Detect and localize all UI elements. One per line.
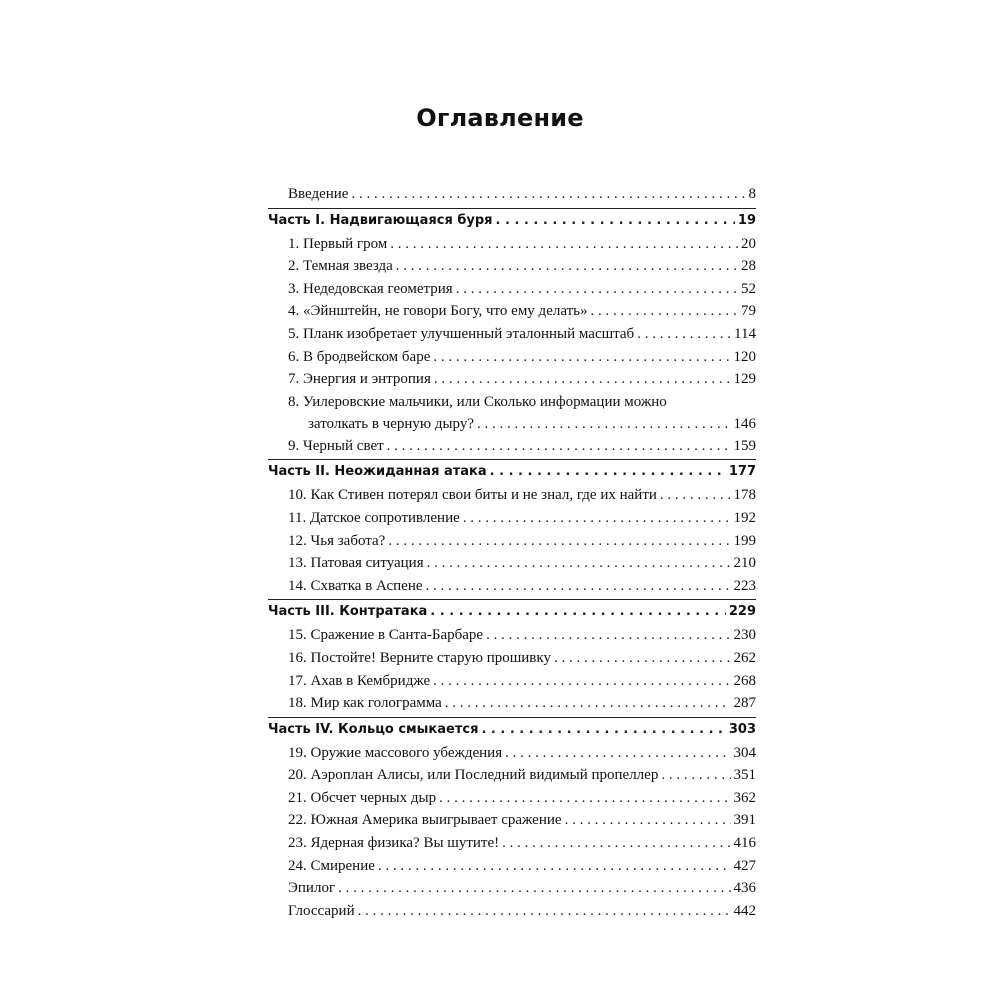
entry-title: Введение (288, 186, 349, 202)
entry-title: 21. Обсчет черных дыр (288, 789, 437, 806)
toc-entry (268, 300, 756, 323)
page-number: 229 (728, 604, 756, 620)
toc-entry (268, 877, 756, 900)
page-number: 391 (733, 812, 756, 829)
page-title: Оглавление (416, 104, 584, 132)
part-title: Часть IV. Кольцо смыкается (268, 721, 479, 737)
entry-title: 12. Чья забота? (288, 532, 386, 549)
entry-title: 15. Сражение в Санта-Барбаре (288, 627, 484, 644)
entry-title-continued: затолкать в черную дыру? (308, 415, 475, 432)
page-number: 192 (733, 509, 756, 526)
page-number: 351 (733, 767, 756, 784)
entry-title: 4. «Эйнштейн, не говори Богу, что ему делать» (288, 303, 588, 320)
toc-entry (268, 855, 756, 878)
entry-title: Глоссарий (288, 902, 355, 919)
toc-entry (268, 530, 756, 553)
page-number: 20 (741, 235, 756, 252)
entry-title: 19. Оружие массового убеждения (288, 744, 503, 761)
toc-entry (268, 809, 756, 832)
page-number: 427 (733, 857, 756, 874)
leader-dots (388, 530, 730, 553)
toc-entry (268, 278, 756, 301)
entry-title: 17. Ахав в Кембридже (288, 672, 431, 689)
page-number: 114 (734, 325, 756, 342)
table-of-contents (268, 183, 756, 922)
toc-entry (268, 552, 756, 575)
leader-dots (463, 507, 731, 530)
entry-title: Эпилог (288, 880, 336, 897)
leader-dots (490, 460, 726, 484)
toc-entry (268, 391, 756, 435)
leader-dots (390, 233, 738, 256)
toc-entry (268, 435, 756, 458)
leader-dots (338, 877, 730, 900)
page-number: 28 (741, 258, 756, 275)
leader-dots (445, 692, 731, 715)
entry-title: 11. Датское сопротивление (288, 509, 460, 526)
leader-dots (660, 484, 731, 507)
leader-dots (477, 413, 730, 435)
entry-title: 20. Аэроплан Алисы, или Последний видимый пропеллер (288, 767, 659, 784)
toc-entry (268, 670, 756, 693)
toc-entry (268, 647, 756, 670)
leader-dots (505, 742, 730, 765)
page-number: 210 (733, 555, 756, 572)
entry-title: 10. Как Стивен потерял свои биты и не знал, где их найти (288, 487, 657, 504)
page-number: 268 (733, 672, 756, 689)
entry-title: 13. Патовая ситуация (288, 555, 424, 572)
leader-dots (427, 552, 731, 575)
entry-title: 2. Темная звезда (288, 258, 393, 275)
leader-dots (378, 855, 731, 878)
page-number: 362 (733, 789, 756, 806)
leader-dots (481, 718, 725, 742)
page-number: 442 (733, 902, 756, 919)
toc-part-heading (268, 599, 756, 624)
toc-part-heading (268, 717, 756, 742)
page-number: 79 (741, 303, 756, 320)
page-number: 436 (733, 880, 756, 897)
entry-title: 1. Первый гром (288, 235, 388, 252)
leader-dots (433, 670, 730, 693)
leader-dots (426, 575, 731, 598)
page-number: 178 (733, 487, 756, 504)
entry-title: 23. Ядерная физика? Вы шутите! (288, 835, 500, 852)
page-number: 146 (733, 415, 756, 432)
leader-dots (433, 346, 730, 369)
leader-dots (565, 809, 731, 832)
entry-title: 24. Смирение (288, 857, 375, 874)
toc-part-heading (268, 208, 756, 233)
entry-continuation (288, 413, 756, 435)
page-number: 199 (733, 532, 756, 549)
toc-entry (268, 484, 756, 507)
page-number: 129 (733, 371, 756, 388)
leader-dots (637, 323, 731, 346)
toc-entry (268, 255, 756, 278)
entry-title: 14. Схватка в Аспене (288, 577, 423, 594)
toc-entry (268, 742, 756, 765)
toc-entry (268, 764, 756, 787)
leader-dots (396, 255, 738, 278)
toc-entry (268, 900, 756, 923)
leader-dots (661, 764, 730, 787)
leader-dots (351, 183, 745, 206)
part-title: Часть I. Надвигающаяся буря (268, 212, 493, 228)
entry-title: 9. Черный свет (288, 437, 384, 454)
leader-dots (430, 600, 726, 624)
toc-entry (268, 575, 756, 598)
entry-title: 7. Энергия и энтропия (288, 371, 431, 388)
toc-entry (268, 323, 756, 346)
page-number: 262 (733, 649, 756, 666)
leader-dots (456, 278, 738, 301)
entry-title: 22. Южная Америка выигрывает сражение (288, 812, 562, 829)
entry-title: 8. Уилеровские мальчики, или Сколько информации можно (288, 393, 667, 410)
page-number: 52 (741, 280, 756, 297)
toc-entry (268, 507, 756, 530)
entry-title: 16. Постойте! Верните старую прошивку (288, 649, 551, 666)
page-number: 159 (733, 437, 756, 454)
leader-dots (554, 647, 731, 670)
leader-dots (502, 832, 730, 855)
toc-entry (268, 183, 756, 206)
toc-entry (268, 346, 756, 369)
page-number: 19 (737, 212, 756, 228)
toc-entry (268, 233, 756, 256)
part-title: Часть III. Контратака (268, 604, 428, 620)
page-number: 223 (733, 577, 756, 594)
page-number: 177 (728, 464, 756, 480)
leader-dots (387, 435, 731, 458)
leader-dots (434, 368, 731, 391)
page-number: 230 (733, 627, 756, 644)
page-number: 120 (733, 348, 756, 365)
page-number: 303 (728, 721, 756, 737)
page-number: 416 (733, 835, 756, 852)
toc-entry (268, 368, 756, 391)
toc-part-heading (268, 459, 756, 484)
entry-title: 18. Мир как голограмма (288, 695, 442, 712)
toc-entry (268, 832, 756, 855)
leader-dots (486, 624, 730, 647)
leader-dots (358, 900, 731, 923)
page-number: 8 (748, 186, 756, 202)
entry-title: 5. Планк изобретает улучшенный эталонный масштаб (288, 325, 635, 342)
entry-title: 6. В бродвейском баре (288, 348, 431, 365)
entry-title: 3. Недедовская геометрия (288, 280, 453, 297)
toc-entry (268, 692, 756, 715)
leader-dots (496, 209, 735, 233)
leader-dots (591, 300, 738, 323)
toc-entry (268, 787, 756, 810)
page-number: 287 (733, 695, 756, 712)
part-title: Часть II. Неожиданная атака (268, 464, 487, 480)
page-number: 304 (733, 744, 756, 761)
leader-dots (439, 787, 730, 810)
toc-entry (268, 624, 756, 647)
